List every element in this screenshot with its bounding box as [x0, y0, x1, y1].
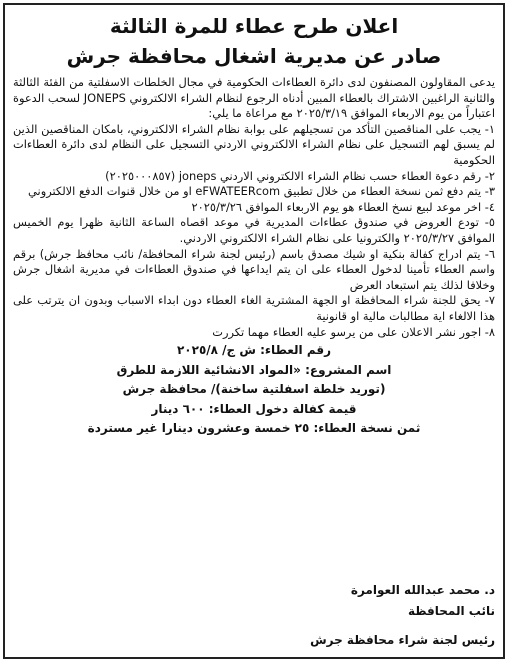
tender-details — [5, 341, 503, 439]
condition-item-1: ١- يجب على المناقصين التأكد من تسجيلهم على بوابة نظام الشراء الالكتروني، بامكان المناقصين الذين لم يسبق لهم التسجيل على نظام الشراء الالكتروني الاردني التسجيل على النظام لدى دائرة العطاءات الحكومية — [13, 121, 495, 167]
committee-role: رئيس لجنة شراء محافظة جرش — [310, 633, 495, 647]
condition-item-6: ٦- يتم ادراج كفالة بنكية او شيك مصدق باسم (رئيس لجنة شراء المحافظة/ نائب محافظ جرش) برقم واسم العطاء تأمينا لدخول العطاء على ان يتم ايداعها في صندوق العطاءات في مديرية اشغال جرش وخلافا لذلك يتم استبعاد العرض — [13, 246, 495, 292]
signatory-name: د. محمد عبدالله العوامرة — [350, 583, 495, 597]
tender-copy-price: ثمن نسخة العطاء: ٢٥ خمسة وعشرون دينارا غير مستردة — [87, 421, 421, 436]
advertisement-box — [3, 3, 505, 659]
project-detail: (توريد خلطة اسفلتية ساخنة)/ محافظة جرش — [122, 382, 386, 397]
project-name: اسم المشروع: «المواد الانشائية اللازمة للطرق — [116, 362, 392, 377]
announcement-body — [5, 71, 503, 340]
signature-block — [310, 580, 495, 651]
condition-item-3: ٣- يتم دفع ثمن نسخة العطاء من خلال تطبيق eFWATEERcom او من خلال قنوات الدفع الالكتروني — [28, 184, 495, 199]
signatory-role: نائب المحافظة — [407, 604, 495, 618]
title-line-1: اعلان طرح عطاء للمرة الثالثة — [109, 14, 399, 38]
tender-number: رقم العطاء: ش ج/ ٢٠٢٥/٨ — [176, 343, 331, 358]
guarantee-value: قيمة كفالة دخول العطاء: ٦٠٠ دينار — [151, 401, 357, 416]
header — [5, 5, 503, 71]
condition-item-7: ٧- يحق للجنة شراء المحافظة او الجهة المشترية الغاء العطاء دون ابداء الاسباب وبدون ان يترتب على هذا الالغاء اية مطالبات مالية او قانونية — [13, 293, 495, 323]
condition-item-5: ٥- تودع العروض في صندوق عطاءات المديرية في موعد اقصاه الساعة الثانية ظهرا يوم الخميس الموافق ٢٠٢٥/٣/٢٧ والكترونيا على نظام الشراء الالكتروني الاردني. — [13, 215, 495, 245]
title-line-2: صادر عن مديرية اشغال محافظة جرش — [66, 44, 442, 68]
condition-item-8: ٨- اجور نشر الاعلان على من يرسو عليه العطاء مهما تكررت — [212, 324, 495, 339]
condition-item-2: ٢- رقم دعوة العطاء حسب نظام الشراء الالكتروني الاردني joneps (٢٠٢٥٠٠٠٨٥٧) — [105, 168, 495, 183]
intro-paragraph: يدعى المقاولون المصنفون لدى دائرة العطاءات الحكومية في مجال الخلطات الاسفلتية من الفئة الثالثة والثانية الراغبين الاشتراك بالعطاء المبين أدناه الرجوع لنظام الشراء الالكتروني JONEPS لسحب الدعوة اعتباراً من يوم الاربعاء الموافق ٢٠٢٥/٣/١٩ مع مراعاة ما يلي: — [13, 75, 495, 121]
condition-item-4: ٤- اخر موعد لبيع نسخ العطاء هو يوم الاربعاء الموافق ٢٠٢٥/٣/٢٦ — [191, 199, 495, 214]
